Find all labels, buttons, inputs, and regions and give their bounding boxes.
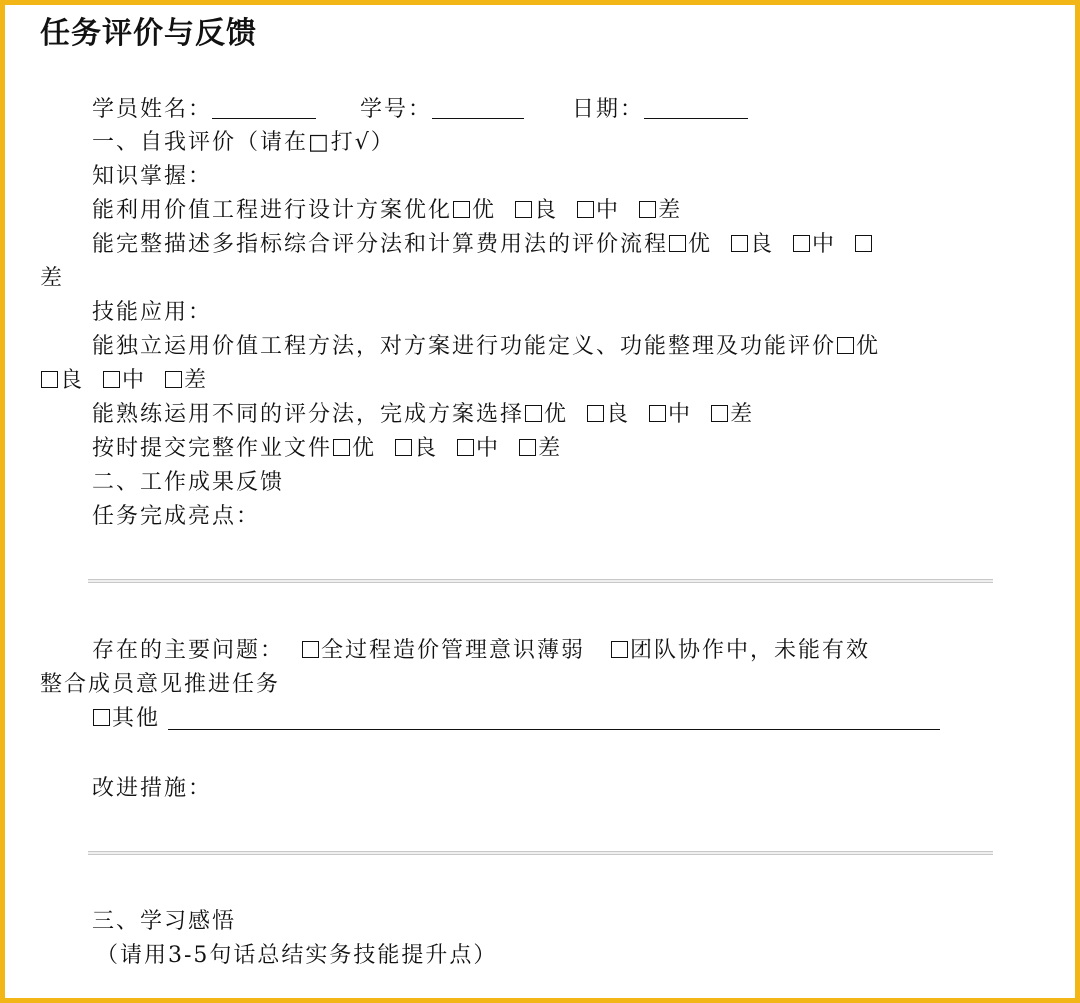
- grade-label: 优: [352, 436, 377, 461]
- improve-label: 改进措施：: [92, 776, 213, 801]
- eval-item-text: 按时提交完整作业文件: [92, 436, 333, 461]
- date-field[interactable]: [644, 98, 748, 119]
- problem-option-continued: 整合成员意见推进任务: [40, 672, 281, 697]
- grade-label: 良: [414, 436, 439, 461]
- problem-option: 团队协作中，未能有效: [630, 638, 871, 663]
- grade-label: 中: [122, 368, 147, 393]
- highlights-writing-line[interactable]: [88, 579, 993, 583]
- id-field[interactable]: [432, 98, 524, 119]
- name-field[interactable]: [212, 98, 316, 119]
- problem-option: 全过程造价管理意识薄弱: [321, 638, 586, 663]
- highlights-label: 任务完成亮点：: [92, 504, 261, 529]
- grade-label: 差: [730, 402, 755, 427]
- grade-checkbox[interactable]: [515, 201, 532, 218]
- date-label: 日期：: [572, 97, 645, 122]
- grade-label: 中: [668, 402, 693, 427]
- grade-label: 优: [688, 232, 713, 257]
- problem-option: 其他: [112, 706, 161, 731]
- grade-checkbox[interactable]: [519, 439, 536, 456]
- grade-checkbox[interactable]: [453, 201, 470, 218]
- grade-checkbox[interactable]: [837, 337, 854, 354]
- problem-checkbox[interactable]: [93, 709, 110, 726]
- grade-label: 中: [476, 436, 501, 461]
- grade-label: 差: [538, 436, 563, 461]
- grade-checkbox[interactable]: [165, 371, 182, 388]
- grade-label-wrapped: 差: [40, 266, 65, 291]
- grade-label: 良: [60, 368, 85, 393]
- improve-writing-line[interactable]: [88, 851, 993, 855]
- eval-item: [92, 197, 682, 225]
- reflection-heading: 三、学习感悟: [92, 909, 237, 934]
- grade-checkbox[interactable]: [711, 405, 728, 422]
- grade-label: 差: [184, 368, 209, 393]
- grade-label: 良: [750, 232, 775, 257]
- id-label: 学号：: [360, 97, 433, 122]
- eval-item-text: 能熟练运用不同的评分法，完成方案选择: [92, 402, 525, 427]
- grade-label: 优: [856, 334, 881, 359]
- reflection-instruction: （请用3-5句话总结实务技能提升点）: [96, 943, 498, 968]
- skill-heading: 技能应用：: [92, 300, 213, 325]
- grade-checkbox[interactable]: [41, 371, 58, 388]
- page-title: 任务评价与反馈: [40, 16, 257, 51]
- eval-item-text: 能利用价值工程进行设计方案优化: [92, 198, 453, 223]
- eval-item-text: 能完整描述多指标综合评分法和计算费用法的评价流程: [92, 232, 669, 257]
- eval-item: [92, 333, 880, 361]
- grade-label: 优: [544, 402, 569, 427]
- problem-checkbox[interactable]: [611, 641, 628, 658]
- grade-checkbox[interactable]: [395, 439, 412, 456]
- self-eval-heading: 一、自我评价（请在□打√）: [92, 130, 395, 155]
- grade-label: 良: [534, 198, 559, 223]
- grade-checkbox[interactable]: [457, 439, 474, 456]
- grade-label: 优: [472, 198, 497, 223]
- grade-checkbox[interactable]: [525, 405, 542, 422]
- grade-label: 差: [658, 198, 683, 223]
- grade-checkbox[interactable]: [587, 405, 604, 422]
- grade-label: 良: [606, 402, 631, 427]
- eval-item-continued: [40, 367, 208, 395]
- knowledge-heading: 知识掌握：: [92, 164, 213, 189]
- eval-item: [92, 231, 874, 259]
- other-field[interactable]: [168, 729, 940, 730]
- eval-item: [92, 435, 562, 463]
- grade-checkbox[interactable]: [577, 201, 594, 218]
- problem-other-row: [92, 705, 160, 733]
- grade-checkbox[interactable]: [855, 235, 872, 252]
- name-label: 学员姓名：: [92, 97, 213, 122]
- student-info-row: [92, 96, 748, 124]
- eval-item-text: 能独立运用价值工程方法，对方案进行功能定义、功能整理及功能评价: [92, 334, 837, 359]
- grade-label: 中: [596, 198, 621, 223]
- problems-label: 存在的主要问题：: [92, 638, 285, 663]
- grade-checkbox[interactable]: [639, 201, 656, 218]
- grade-checkbox[interactable]: [793, 235, 810, 252]
- grade-checkbox[interactable]: [731, 235, 748, 252]
- grade-checkbox[interactable]: [649, 405, 666, 422]
- grade-checkbox[interactable]: [103, 371, 120, 388]
- grade-checkbox[interactable]: [669, 235, 686, 252]
- problem-checkbox[interactable]: [302, 641, 319, 658]
- problems-row: [92, 637, 870, 665]
- eval-item: [92, 401, 754, 429]
- feedback-heading: 二、工作成果反馈: [92, 470, 285, 495]
- grade-checkbox[interactable]: [333, 439, 350, 456]
- grade-label: 中: [812, 232, 837, 257]
